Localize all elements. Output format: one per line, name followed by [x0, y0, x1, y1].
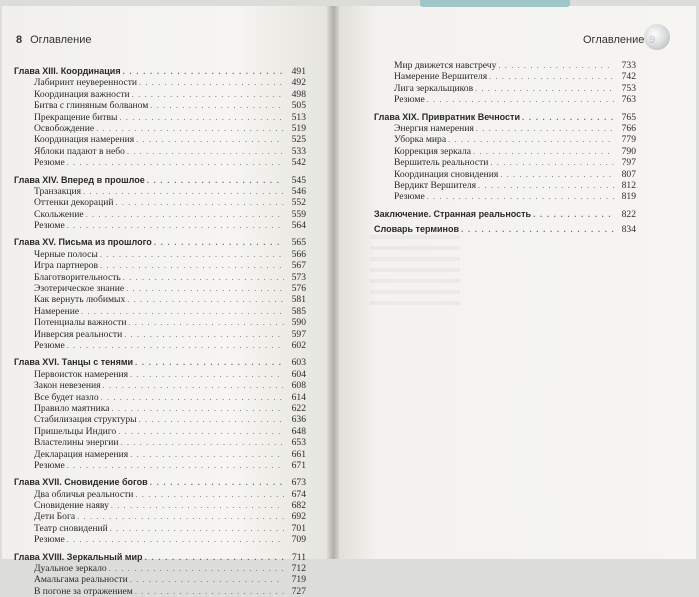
book-gutter	[327, 6, 339, 559]
toc-chapter-entry	[14, 552, 306, 563]
toc-entry-page-number: 622	[291, 402, 306, 414]
dot-leader	[124, 329, 284, 340]
dot-leader	[135, 357, 284, 368]
dot-leader	[139, 77, 284, 88]
toc-chapter-entry	[374, 209, 636, 220]
toc-section-entry	[14, 100, 306, 111]
toc-section-entry	[14, 523, 306, 534]
toc-section-entry	[14, 403, 306, 414]
toc-entry-title: Резюме	[394, 191, 425, 203]
toc-section-entry	[14, 197, 306, 208]
dot-leader	[427, 94, 614, 105]
dot-leader	[130, 449, 284, 460]
toc-entry-title: Резюме	[394, 94, 425, 106]
dot-leader	[83, 186, 284, 197]
toc-entry-page-number: 505	[291, 100, 306, 112]
toc-section-entry	[374, 180, 636, 191]
toc-section-entry	[374, 94, 636, 105]
toc-section-entry	[14, 563, 306, 574]
dot-leader	[67, 340, 284, 351]
toc-entry-page-number: 682	[291, 500, 306, 512]
toc-entry-page-number: 674	[291, 488, 306, 500]
toc-entry-title: Декларация намерения	[34, 448, 129, 460]
toc-entry-page-number: 719	[291, 574, 306, 586]
toc-section-entry	[374, 134, 636, 145]
toc-entry-page-number: 819	[621, 191, 636, 203]
toc-entry-page-number: 763	[621, 94, 636, 106]
dot-leader	[67, 534, 284, 545]
dot-leader	[127, 294, 284, 305]
toc-entry-title: Инверсия реальности	[34, 328, 123, 340]
toc-entry-title: Лабиринт неуверенности	[34, 77, 138, 89]
toc-entry-title: Резюме	[34, 157, 65, 169]
toc-section-entry	[14, 146, 306, 157]
toc-section-entry	[14, 306, 306, 317]
dot-leader	[118, 426, 284, 437]
toc-entry-title: В погоне за отражением	[34, 585, 133, 597]
toc-entry-title: Заключение. Странная реальность	[374, 208, 532, 219]
toc-section-entry	[14, 534, 306, 545]
toc-chapter-entry	[14, 357, 306, 368]
dot-leader	[67, 460, 284, 471]
dot-leader	[522, 112, 614, 123]
toc-entry-title: Глава XIX. Привратник Вечности	[374, 111, 520, 122]
dot-leader	[478, 180, 614, 191]
toc-section-entry	[14, 329, 306, 340]
toc-entry-page-number: 498	[291, 88, 306, 100]
toc-entry-page-number: 742	[621, 71, 636, 83]
toc-entry-page-number: 525	[291, 134, 306, 146]
toc-entry-page-number: 542	[291, 157, 306, 169]
toc-chapter-entry	[14, 237, 306, 248]
toc-section-entry	[14, 112, 306, 123]
toc-entry-title: Словарь терминов	[374, 224, 459, 235]
toc-entry-title: Театр сновидений	[34, 522, 108, 534]
toc-section-entry	[14, 272, 306, 283]
toc-entry-page-number: 573	[291, 271, 306, 283]
toc-section-entry	[14, 511, 306, 522]
toc-entry-page-number: 546	[291, 185, 306, 197]
dot-leader	[154, 237, 284, 248]
toc-entry-title: Вершитель реальности	[394, 157, 489, 169]
toc-entry-page-number: 766	[621, 122, 636, 134]
toc-entry-page-number: 727	[291, 585, 306, 597]
toc-entry-title: Дети Бога	[34, 511, 76, 523]
dot-leader	[115, 197, 284, 208]
toc-entry-title: Координация сновидения	[394, 168, 499, 180]
dot-leader	[101, 392, 284, 403]
dot-leader	[100, 249, 284, 260]
toc-section-entry	[374, 169, 636, 180]
toc-entry-title: Как вернуть любимых	[34, 294, 126, 306]
toc-entry-title: Игра партнеров	[34, 260, 99, 272]
toc-entry-title: Оттенки декораций	[34, 197, 114, 209]
toc-entry-title: Глава XV. Письма из прошлого	[14, 237, 152, 248]
toc-entry-title: Два обличья реальности	[34, 488, 134, 500]
dot-leader	[123, 272, 284, 283]
toc-section-entry	[14, 369, 306, 380]
dot-leader	[139, 414, 284, 425]
toc-entry-page-number: 653	[291, 437, 306, 449]
dot-leader	[109, 563, 284, 574]
toc-section-entry	[14, 574, 306, 585]
toc-entry-page-number: 692	[291, 511, 306, 523]
left-page-header	[16, 34, 91, 46]
toc-entry-page-number: 545	[291, 174, 306, 186]
toc-entry-title: Координация важности	[34, 88, 130, 100]
toc-section-entry	[14, 220, 306, 231]
dot-leader	[147, 175, 284, 186]
toc-entry-page-number: 834	[621, 224, 636, 236]
toc-entry-page-number: 581	[291, 294, 306, 306]
toc-entry-title: Властелины энергии	[34, 437, 119, 449]
toc-section-entry	[374, 60, 636, 71]
toc-section-entry	[14, 294, 306, 305]
toc-entry-title: Закон невезения	[34, 380, 101, 392]
dot-leader	[103, 380, 284, 391]
toc-section-entry	[14, 123, 306, 134]
toc-entry-page-number: 701	[291, 522, 306, 534]
dot-leader	[127, 146, 284, 157]
toc-entry-title: Скольжение	[34, 208, 84, 220]
toc-entry-page-number: 733	[621, 60, 636, 71]
toc-entry-title: Глава XVII. Сновидение богов	[14, 477, 148, 488]
toc-section-entry	[14, 249, 306, 260]
dot-leader	[130, 369, 284, 380]
right-toc-list	[374, 60, 636, 235]
dot-leader	[533, 209, 614, 220]
toc-entry-page-number: 603	[291, 357, 306, 369]
toc-entry-page-number: 602	[291, 339, 306, 351]
dot-leader	[67, 157, 284, 168]
toc-entry-title: Коррекция зеркала	[394, 145, 472, 157]
left-running-title: Оглавление	[30, 34, 92, 46]
dot-leader	[476, 123, 614, 134]
toc-entry-page-number: 590	[291, 317, 306, 329]
toc-entry-page-number: 661	[291, 448, 306, 460]
toc-entry-title: Потенциалы важности	[34, 317, 127, 329]
toc-entry-page-number: 552	[291, 197, 306, 209]
toc-entry-page-number: 604	[291, 368, 306, 380]
toc-chapter-entry	[374, 224, 636, 235]
toc-entry-page-number: 519	[291, 122, 306, 134]
dot-leader	[498, 60, 614, 71]
toc-chapter-entry	[14, 175, 306, 186]
dot-leader	[475, 83, 614, 94]
toc-entry-page-number: 807	[621, 168, 636, 180]
dot-leader	[130, 574, 284, 585]
toc-entry-page-number: 565	[291, 237, 306, 249]
toc-entry-page-number: 576	[291, 283, 306, 295]
dot-leader	[132, 89, 284, 100]
toc-entry-title: Лига зеркальщиков	[394, 82, 474, 94]
toc-entry-title: Черные полосы	[34, 248, 98, 260]
toc-entry-title: Все будет назло	[34, 391, 99, 403]
toc-entry-title: Сновидение наяву	[34, 500, 109, 512]
toc-entry-page-number: 513	[291, 111, 306, 123]
toc-entry-page-number: 636	[291, 414, 306, 426]
dot-leader	[96, 123, 284, 134]
toc-entry-page-number: 790	[621, 145, 636, 157]
dot-leader	[500, 169, 614, 180]
toc-section-entry	[14, 500, 306, 511]
dot-leader	[490, 157, 614, 168]
toc-entry-page-number: 608	[291, 380, 306, 392]
dot-leader	[128, 317, 284, 328]
toc-section-entry	[374, 83, 636, 94]
toc-entry-page-number: 597	[291, 328, 306, 340]
toc-entry-page-number: 614	[291, 391, 306, 403]
toc-section-entry	[14, 89, 306, 100]
toc-section-entry	[14, 489, 306, 500]
toc-entry-page-number: 671	[291, 459, 306, 471]
toc-entry-page-number: 564	[291, 220, 306, 232]
left-toc-list	[14, 66, 306, 597]
dot-leader	[489, 71, 614, 82]
toc-entry-page-number: 712	[291, 563, 306, 575]
right-running-title: Оглавление	[583, 34, 645, 46]
toc-entry-title: Резюме	[34, 534, 65, 546]
toc-section-entry	[14, 437, 306, 448]
toc-section-entry	[14, 426, 306, 437]
toc-entry-title: Глава XIII. Координация	[14, 66, 121, 76]
toc-entry-title: Уборка мира	[394, 134, 447, 146]
toc-section-entry	[14, 460, 306, 471]
toc-section-entry	[14, 392, 306, 403]
left-page-number: 8	[16, 34, 23, 46]
toc-chapter-entry	[374, 112, 636, 123]
toc-entry-title: Битва с глиняным болваном	[34, 100, 149, 112]
toc-entry-page-number: 491	[291, 66, 306, 77]
toc-entry-title: Пришельцы Индиго	[34, 425, 117, 437]
dot-leader	[135, 586, 284, 597]
toc-section-entry	[14, 186, 306, 197]
toc-entry-title: Координация намерения	[34, 134, 135, 146]
dot-leader	[126, 283, 284, 294]
dot-leader	[67, 220, 284, 231]
toc-section-entry	[14, 283, 306, 294]
toc-entry-title: Намерение	[34, 305, 80, 317]
dot-leader	[135, 489, 284, 500]
toc-section-entry	[14, 157, 306, 168]
dot-leader	[86, 209, 284, 220]
toc-entry-title: Энергия намерения	[394, 122, 474, 134]
toc-entry-title: Благотворительность	[34, 271, 121, 283]
dot-leader	[150, 100, 284, 111]
toc-section-entry	[14, 209, 306, 220]
bleed-through-text	[370, 235, 460, 305]
toc-entry-title: Транзакция	[34, 185, 82, 197]
toc-entry-title: Глава XVIII. Зеркальный мир	[14, 551, 143, 562]
toc-entry-page-number: 492	[291, 77, 306, 89]
toc-entry-page-number: 648	[291, 425, 306, 437]
toc-entry-title: Правило маятника	[34, 402, 110, 414]
toc-entry-page-number: 753	[621, 82, 636, 94]
toc-entry-page-number: 709	[291, 534, 306, 546]
toc-entry-title: Глава XVI. Танцы с тенями	[14, 357, 134, 368]
dot-leader	[110, 523, 284, 534]
bookmark-ribbon	[420, 0, 570, 7]
toc-entry-title: Амальгама реальности	[34, 574, 128, 586]
dot-leader	[150, 477, 284, 488]
dot-leader	[427, 191, 614, 202]
toc-entry-title: Освобождение	[34, 122, 95, 134]
dot-leader	[448, 134, 614, 145]
toc-section-entry	[14, 134, 306, 145]
dot-leader	[145, 552, 284, 563]
toc-entry-title: Стабилизация структуры	[34, 414, 137, 426]
dot-leader	[461, 224, 614, 235]
toc-entry-title: Резюме	[34, 220, 65, 232]
dot-leader	[123, 66, 284, 77]
dot-leader	[111, 500, 284, 511]
toc-entry-title: Дуальное зеркало	[34, 563, 107, 575]
toc-section-entry	[14, 380, 306, 391]
toc-entry-title: Яблоки падают в небо	[34, 145, 125, 157]
dot-leader	[81, 306, 284, 317]
toc-entry-page-number: 533	[291, 145, 306, 157]
toc-entry-page-number: 812	[621, 179, 636, 191]
dot-leader	[112, 403, 284, 414]
toc-entry-title: Прекращение битвы	[34, 111, 118, 123]
toc-section-entry	[374, 157, 636, 168]
toc-entry-title: Первоисток намерения	[34, 368, 129, 380]
toc-section-entry	[374, 146, 636, 157]
toc-section-entry	[14, 340, 306, 351]
toc-section-entry	[14, 449, 306, 460]
toc-entry-title: Эзотерическое знание	[34, 283, 125, 295]
toc-section-entry	[374, 123, 636, 134]
toc-entry-page-number: 559	[291, 208, 306, 220]
toc-entry-title: Резюме	[34, 459, 65, 471]
toc-section-entry	[14, 414, 306, 425]
toc-entry-page-number: 567	[291, 260, 306, 272]
toc-entry-title: Вердикт Вершителя	[394, 179, 477, 191]
dot-leader	[119, 112, 284, 123]
toc-section-entry	[374, 71, 636, 82]
toc-entry-title: Намерение Вершителя	[394, 71, 488, 83]
toc-entry-page-number: 797	[621, 157, 636, 169]
toc-section-entry	[14, 317, 306, 328]
toc-entry-page-number: 711	[291, 551, 306, 563]
toc-entry-page-number: 585	[291, 305, 306, 317]
dot-leader	[121, 437, 284, 448]
toc-entry-page-number: 765	[621, 111, 636, 123]
dot-leader	[77, 511, 284, 522]
toc-entry-title: Резюме	[34, 339, 65, 351]
toc-chapter-entry	[14, 477, 306, 488]
dot-leader	[473, 146, 614, 157]
decorative-swirl-icon	[644, 24, 670, 50]
toc-entry-page-number: 822	[621, 208, 636, 220]
toc-section-entry	[14, 77, 306, 88]
toc-chapter-entry	[14, 66, 306, 77]
toc-section-entry	[14, 260, 306, 271]
toc-section-entry	[14, 586, 306, 597]
dot-leader	[100, 260, 284, 271]
toc-entry-title: Мир движется навстречу	[394, 60, 497, 71]
toc-entry-page-number: 673	[291, 477, 306, 489]
toc-section-entry	[374, 191, 636, 202]
dot-leader	[136, 134, 284, 145]
toc-entry-page-number: 779	[621, 134, 636, 146]
toc-entry-page-number: 566	[291, 248, 306, 260]
toc-entry-title: Глава XIV. Вперед в прошлое	[14, 174, 145, 185]
